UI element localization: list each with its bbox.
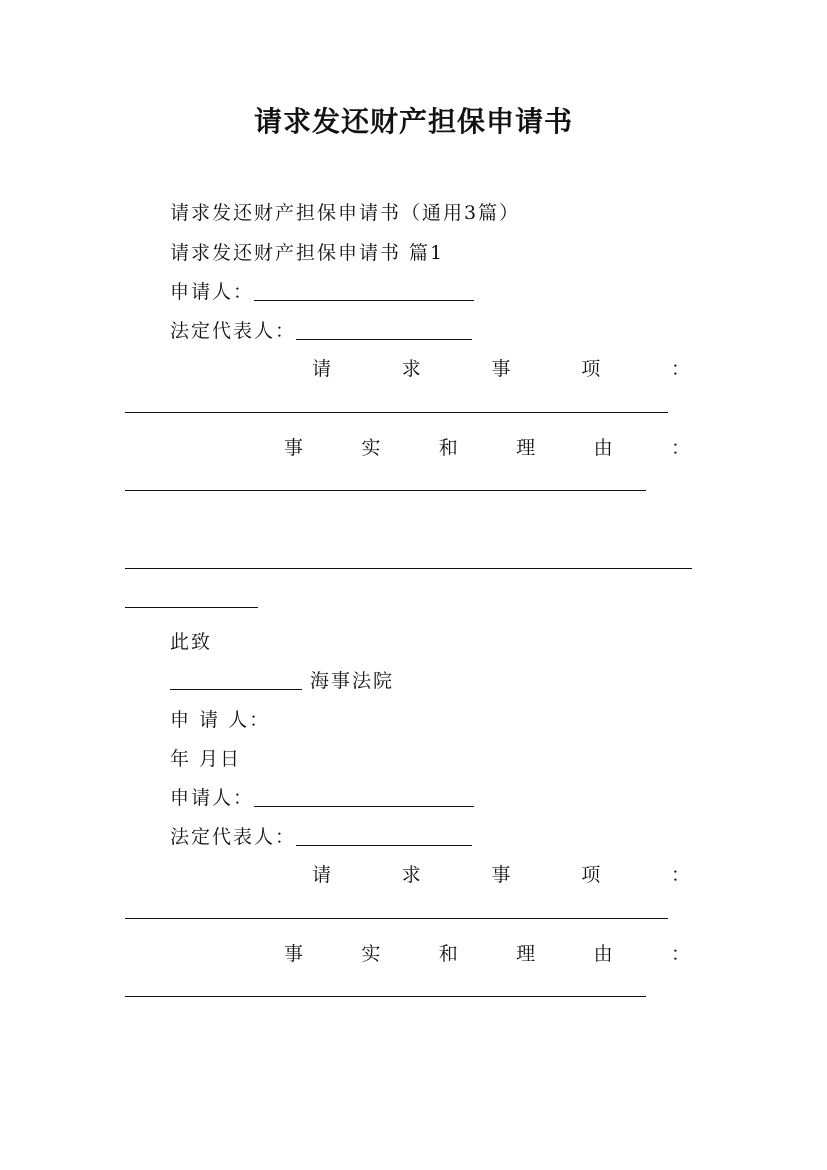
date-line: 年 月日 — [170, 748, 242, 770]
request-items-heading-2 — [312, 860, 690, 887]
court-row — [170, 666, 394, 693]
request-items-char: 事 — [491, 358, 511, 380]
request-items-char: 请 — [312, 358, 332, 380]
applicant-row-2 — [170, 783, 474, 810]
applicant-blank-2 — [254, 788, 474, 807]
facts-reasons-char: ： — [670, 943, 690, 965]
request-items-char: 事 — [491, 864, 511, 886]
facts-reasons-blank — [125, 490, 646, 491]
facts-reasons-char: 理 — [516, 437, 536, 459]
document-title: 请求发还财产担保申请书 — [253, 105, 573, 138]
facts-reasons-heading — [284, 433, 690, 460]
facts-reasons-blank-4 — [125, 996, 646, 997]
request-items-char: 项 — [581, 358, 601, 380]
request-items-blank — [125, 412, 668, 413]
facts-reasons-char: 实 — [361, 943, 381, 965]
facts-reasons-heading-2 — [284, 939, 690, 966]
legal-rep-row-2 — [170, 822, 472, 849]
applicant-label: 申请人： — [170, 281, 255, 303]
request-items-char: 求 — [401, 864, 421, 886]
applicant-blank — [254, 282, 474, 301]
court-blank — [170, 671, 302, 690]
legal-rep-blank-2 — [296, 827, 472, 846]
intro-line: 请求发还财产担保申请书（通用3篇） — [170, 202, 521, 224]
facts-reasons-char: 事 — [284, 437, 304, 459]
request-items-char: ： — [670, 864, 690, 886]
facts-reasons-char: 理 — [516, 943, 536, 965]
request-items-char: 请 — [312, 864, 332, 886]
salutation: 此致 — [170, 631, 213, 653]
facts-reasons-char: 事 — [284, 943, 304, 965]
request-items-char: 项 — [581, 864, 601, 886]
facts-reasons-char: ： — [670, 437, 690, 459]
facts-reasons-blank-2 — [125, 568, 692, 569]
applicant-label-2: 申请人： — [170, 787, 255, 809]
legal-rep-blank — [296, 321, 472, 340]
court-suffix: 海事法院 — [310, 670, 395, 692]
legal-rep-row — [170, 316, 472, 343]
legal-rep-label: 法定代表人： — [170, 320, 297, 342]
facts-reasons-char: 和 — [438, 943, 458, 965]
applicant-sign: 申 请 人： — [170, 709, 271, 731]
request-items-char: 求 — [401, 358, 421, 380]
facts-reasons-char: 和 — [438, 437, 458, 459]
facts-reasons-blank-3 — [125, 607, 258, 608]
request-items-blank-2 — [125, 918, 668, 919]
request-items-char: ： — [670, 358, 690, 380]
section1-heading: 请求发还财产担保申请书 篇1 — [170, 242, 445, 264]
applicant-row — [170, 277, 474, 304]
facts-reasons-char: 实 — [361, 437, 381, 459]
request-items-heading — [312, 354, 690, 381]
facts-reasons-char: 由 — [593, 943, 613, 965]
facts-reasons-char: 由 — [593, 437, 613, 459]
legal-rep-label-2: 法定代表人： — [170, 826, 297, 848]
